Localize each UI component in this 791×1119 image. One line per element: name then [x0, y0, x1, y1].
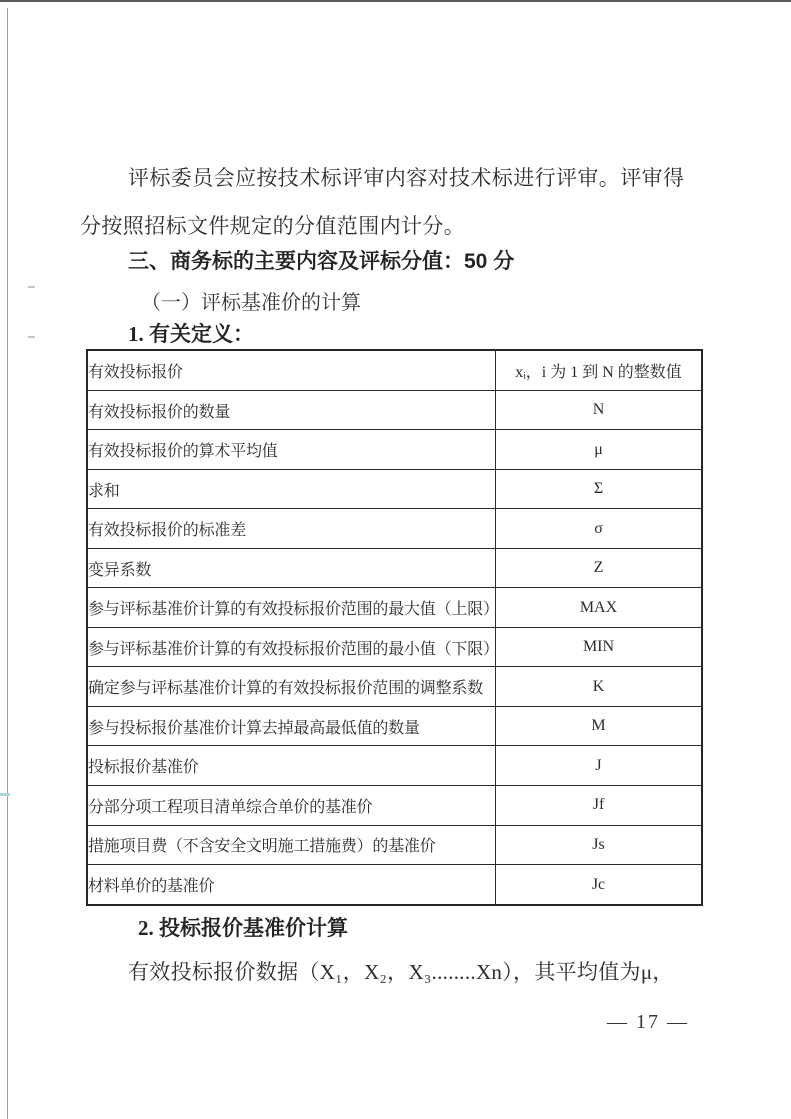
intro-paragraph-line-1: 评标委员会应按技术标评审内容对技术标进行评审。评审得: [128, 166, 685, 190]
term-cell: 变异系数: [87, 548, 496, 588]
table-row: [87, 548, 702, 588]
symbol-cell: J: [496, 746, 703, 786]
symbol-cell: MIN: [496, 627, 703, 667]
table-row: [87, 667, 702, 707]
symbol-cell: Σ: [496, 469, 703, 509]
symbol-cell: K: [496, 667, 703, 707]
symbol-cell: N: [496, 390, 703, 430]
symbol-cell: M: [496, 706, 703, 746]
table-row: [87, 430, 702, 470]
scan-artifact-dash: [28, 336, 35, 338]
symbol-cell: Z: [496, 548, 703, 588]
definitions-heading: 1. 有关定义：: [128, 322, 254, 346]
term-cell: 有效投标报价: [87, 350, 496, 390]
term-cell: 有效投标报价的算术平均值: [87, 430, 496, 470]
table-row: [87, 746, 702, 786]
table-row: [87, 865, 702, 905]
term-cell: 措施项目费（不含安全文明施工措施费）的基准价: [87, 825, 496, 865]
table-row: [87, 469, 702, 509]
bid-price-calc-body-line: 有效投标报价数据（X₁，X₂，X₃........Xn），其平均值为μ，: [128, 960, 674, 984]
table-row: [87, 706, 702, 746]
scan-left-edge-line: [7, 8, 8, 1119]
table-row: [87, 390, 702, 430]
term-cell: 材料单价的基准价: [87, 865, 496, 905]
term-cell: 有效投标报价的数量: [87, 390, 496, 430]
table-row: [87, 825, 702, 865]
table-row: [87, 509, 702, 549]
table-row: [87, 588, 702, 628]
table-row: [87, 350, 702, 390]
term-cell: 参与评标基准价计算的有效投标报价范围的最小值（下限）: [87, 627, 496, 667]
page-number: — 17 —: [607, 1011, 689, 1033]
symbol-cell: σ: [496, 509, 703, 549]
term-cell: 参与投标报价基准价计算去掉最高最低值的数量: [87, 706, 496, 746]
symbol-cell: xᵢ，i 为 1 到 N 的整数值: [496, 350, 703, 390]
subsection-heading-base-price-calculation: （一）评标基准价的计算: [141, 292, 361, 314]
symbol-cell: μ: [496, 430, 703, 470]
scan-artifact-dash: [0, 793, 10, 796]
term-cell: 确定参与评标基准价计算的有效投标报价范围的调整系数: [87, 667, 496, 707]
symbol-cell: Jf: [496, 786, 703, 826]
scan-artifact-dash: [28, 286, 35, 288]
scan-top-edge-line: [0, 0, 791, 2]
bid-price-calc-heading: 2. 投标报价基准价计算: [138, 916, 348, 940]
table-row: [87, 627, 702, 667]
table-row: [87, 786, 702, 826]
term-cell: 有效投标报价的标准差: [87, 509, 496, 549]
definitions-table: [86, 349, 703, 906]
section-heading-commercial-bid: 三、商务标的主要内容及评标分值：50 分: [128, 250, 515, 273]
term-cell: 投标报价基准价: [87, 746, 496, 786]
symbol-cell: Js: [496, 825, 703, 865]
symbol-cell: MAX: [496, 588, 703, 628]
term-cell: 参与评标基准价计算的有效投标报价范围的最大值（上限）: [87, 588, 496, 628]
term-cell: 求和: [87, 469, 496, 509]
symbol-cell: Jc: [496, 865, 703, 905]
term-cell: 分部分项工程项目清单综合单价的基准价: [87, 786, 496, 826]
intro-paragraph-line-2: 分按照招标文件规定的分值范围内计分。: [80, 214, 466, 238]
